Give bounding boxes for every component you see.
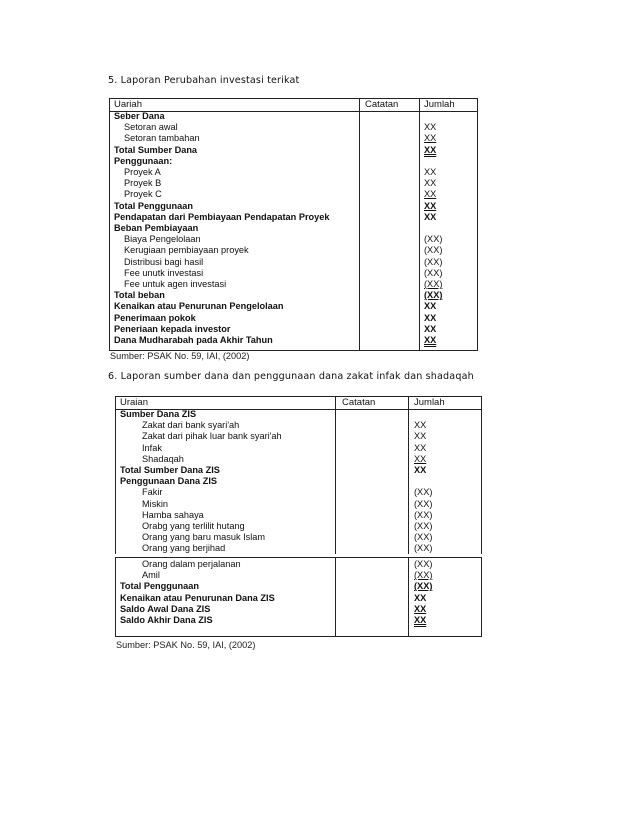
row-value: (XX) (414, 581, 433, 592)
row-value: XX (424, 301, 437, 312)
section5-source: Sumber: PSAK No. 59, IAI, (2002) (110, 351, 250, 361)
row-value: XX (424, 211, 437, 222)
row-value: (XX) (414, 559, 433, 569)
row-value: XX (424, 200, 437, 211)
row-value: (XX) (414, 532, 433, 543)
row-value: XX (414, 431, 427, 442)
row-label: Setoran awal (124, 122, 178, 133)
section6-source: Sumber: PSAK No. 59, IAI, (2002) (116, 640, 256, 650)
row-label: Orang yang baru masuk Islam (142, 532, 266, 543)
row-label: Penggunaan Dana ZIS (120, 476, 217, 487)
section5-table (109, 98, 478, 351)
row-value: (XX) (424, 290, 443, 301)
row-label: Shadaqah (142, 453, 184, 464)
row-label: Peneriaan kepada investor (114, 323, 231, 334)
row-label: Seber Dana (114, 111, 165, 121)
row-value: XX (424, 167, 437, 177)
row-label: Total Penggunaan (120, 581, 199, 592)
section6-table-top (115, 396, 482, 554)
row-label: Setoran tambahan (124, 133, 200, 144)
row-label: Fee untuk agen investasi (124, 279, 227, 289)
row-value: (XX) (424, 234, 443, 245)
row-label: Saldo Akhir Dana ZIS (120, 615, 213, 625)
col-header-catatan: Catatan (365, 99, 399, 110)
row-label: Total Sumber Dana ZIS (120, 465, 220, 475)
row-value: XX (424, 335, 437, 345)
row-label: Beban Pembiayaan (114, 223, 199, 233)
row-value: (XX) (414, 509, 433, 520)
row-value: XX (414, 592, 427, 603)
row-value: XX (414, 603, 427, 614)
row-value: (XX) (424, 245, 443, 256)
row-label: Distribusi bagi hasil (124, 256, 204, 267)
row-label: Fakir (142, 487, 163, 498)
row-value: (XX) (414, 487, 433, 498)
row-value: XX (424, 122, 437, 133)
col-header-jumlah-6: Jumlah (414, 397, 445, 408)
row-label: Dana Mudharabah pada Akhir Tahun (114, 335, 273, 345)
row-label: Orang dalam perjalanan (142, 559, 241, 569)
row-label: Biaya Pengelolaan (124, 234, 201, 245)
col-header-uraian-6: Uraian (120, 397, 148, 408)
row-value: XX (414, 453, 427, 464)
row-label: Proyek C (124, 189, 162, 200)
row-label: Total beban (114, 290, 165, 301)
row-value: XX (414, 465, 427, 475)
section5-heading: 5. Laporan Perubahan investasi terikat (108, 75, 300, 86)
row-label: Zakat dari bank syari'ah (142, 420, 240, 431)
row-label: Orabg yang terlilit hutang (142, 521, 245, 531)
col-header-catatan-6: Catatan (342, 397, 376, 408)
row-value: (XX) (414, 570, 433, 581)
row-value: XX (424, 144, 437, 155)
row-value: (XX) (414, 521, 433, 531)
row-label: Penerimaan pokok (114, 312, 196, 323)
row-label: Fee unutk investasi (124, 267, 204, 278)
row-label: Pendapatan dari Pembiayaan Pendapatan Proyek (114, 211, 330, 222)
row-value: XX (424, 133, 437, 144)
row-label: Sumber Dana ZIS (120, 409, 197, 419)
row-label: Miskin (142, 498, 169, 509)
col-header-uraian: Uariah (114, 99, 142, 110)
row-label: Total Penggunaan (114, 200, 193, 211)
row-value: XX (414, 420, 427, 431)
row-value: (XX) (424, 267, 443, 278)
row-label: Zakat dari pihak luar bank syari'ah (142, 431, 282, 442)
row-label: Proyek B (124, 178, 162, 189)
row-label: Infak (142, 442, 162, 453)
row-label: Total Sumber Dana (114, 144, 198, 155)
row-label: Kenaikan atau Penurunan Dana ZIS (120, 592, 275, 603)
row-value: (XX) (414, 498, 433, 509)
section6-table-bottom (115, 557, 482, 637)
col-header-jumlah: Jumlah (424, 99, 455, 110)
row-label: Kenaikan atau Penurunan Pengelolaan (114, 301, 284, 312)
row-label: Orang yang berjihad (142, 543, 226, 554)
row-value: XX (424, 323, 437, 334)
row-label: Hamba sahaya (142, 509, 204, 520)
row-value: XX (414, 615, 427, 625)
row-value: XX (424, 178, 437, 189)
row-value: XX (414, 442, 427, 453)
row-label: Kerugiaan pembiayaan proyek (124, 245, 249, 256)
row-label: Saldo Awal Dana ZIS (120, 603, 211, 614)
row-value: (XX) (424, 279, 443, 289)
row-value: XX (424, 189, 437, 200)
row-label: Proyek A (124, 167, 161, 177)
row-label: Penggunaan: (114, 155, 173, 166)
row-value: (XX) (414, 543, 433, 554)
row-value: (XX) (424, 256, 443, 267)
row-label: Amil (142, 570, 160, 581)
section6-heading: 6. Laporan sumber dana dan penggunaan dana zakat infak dan shadaqah (108, 371, 474, 382)
row-value: XX (424, 312, 437, 323)
